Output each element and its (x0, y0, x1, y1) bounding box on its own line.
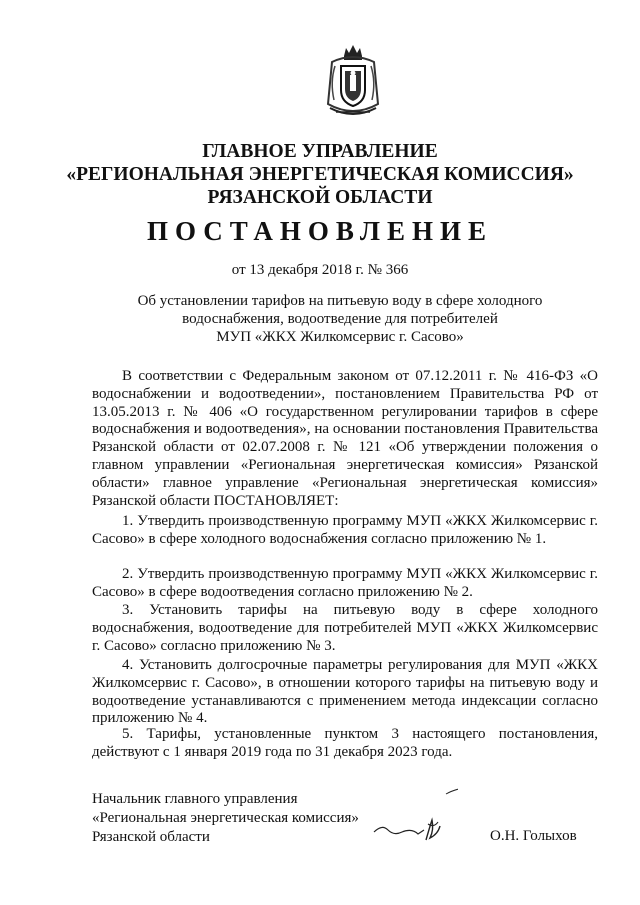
item-text: 5. Тарифы, установленные пунктом 3 настоящего постановления, действуют с 1 января 2019 года по 31 декабря 2023 года. (92, 726, 598, 760)
subject-line: Об установлении тарифов на питьевую воду в сфере холодного (137, 293, 543, 309)
intro-text: В соответствии с Федеральным законом от 07.12.2011 г. № 416-ФЗ «О водоснабжении и водоотведении», постановлением Правительства РФ от 13.05.2013 г. № 406 «О государственном регулировании тарифов в сфере водоснабжения и водоотведения», на основании постановления Правительства Рязанской области от 02.07.2008 г. № 121 «Об утверждении положения о главном управлении «Региональная энергетическая комиссия» Рязанской области» главное управление «Региональная энергетическая комиссия» Рязанской области ПОСТАНОВЛЯЕТ: (92, 368, 598, 509)
intro-paragraph (92, 368, 598, 510)
signatory-title (92, 790, 359, 847)
signatory-position: Начальник главного управления (92, 791, 298, 807)
document-type-title: ПОСТАНОВЛЕНИЕ (146, 216, 494, 246)
header-line-2: «РЕГИОНАЛЬНАЯ ЭНЕРГЕТИЧЕСКАЯ КОМИССИЯ» (66, 164, 574, 185)
item-text: 2. Утвердить производственную программу МУП «ЖКХ Жилкомсервис г. Сасово» в сфере водоотведения согласно приложению № 2. (92, 566, 598, 600)
resolution-item-3 (92, 602, 598, 655)
item-text: 3. Установить тарифы на питьевую воду в сфере холодного водоснабжения, водоотведение для потребителей МУП «ЖКХ Жилкомсервис г. Сасово» согласно приложению № 3. (92, 602, 598, 654)
resolution-item-1 (92, 513, 598, 549)
item-text: 4. Установить долгосрочные параметры регулирования для МУП «ЖКХ Жилкомсервис г. Сасово», в отношении которого тарифы на питьевую воду и водоотведение устанавливаются с применением метода индексации согласно приложению № 4. (92, 657, 598, 727)
subject-line: МУП «ЖКХ Жилкомсервис г. Сасово» (216, 329, 464, 345)
signatory-name: О.Н. Голыхов (490, 828, 577, 844)
coat-of-arms-icon (322, 42, 384, 122)
handwritten-signature (368, 780, 458, 850)
header-line-3: РЯЗАНСКОЙ ОБЛАСТИ (207, 187, 433, 208)
document-subject (120, 292, 560, 346)
signatory-organization: «Региональная энергетическая комиссия» (92, 810, 359, 826)
document-date-number: от 13 декабря 2018 г. № 366 (231, 262, 409, 278)
subject-line: водоснабжения, водоотведение для потребителей (182, 311, 498, 327)
item-text: 1. Утвердить производственную программу МУП «ЖКХ Жилкомсервис г. Сасово» в сфере холодного водоснабжения согласно приложению № 1. (92, 513, 598, 547)
resolution-item-2 (92, 566, 598, 602)
signatory-region: Рязанской области (92, 829, 210, 845)
resolution-item-5 (92, 726, 598, 762)
resolution-item-4 (92, 657, 598, 728)
header-line-1: ГЛАВНОЕ УПРАВЛЕНИЕ (202, 141, 438, 162)
